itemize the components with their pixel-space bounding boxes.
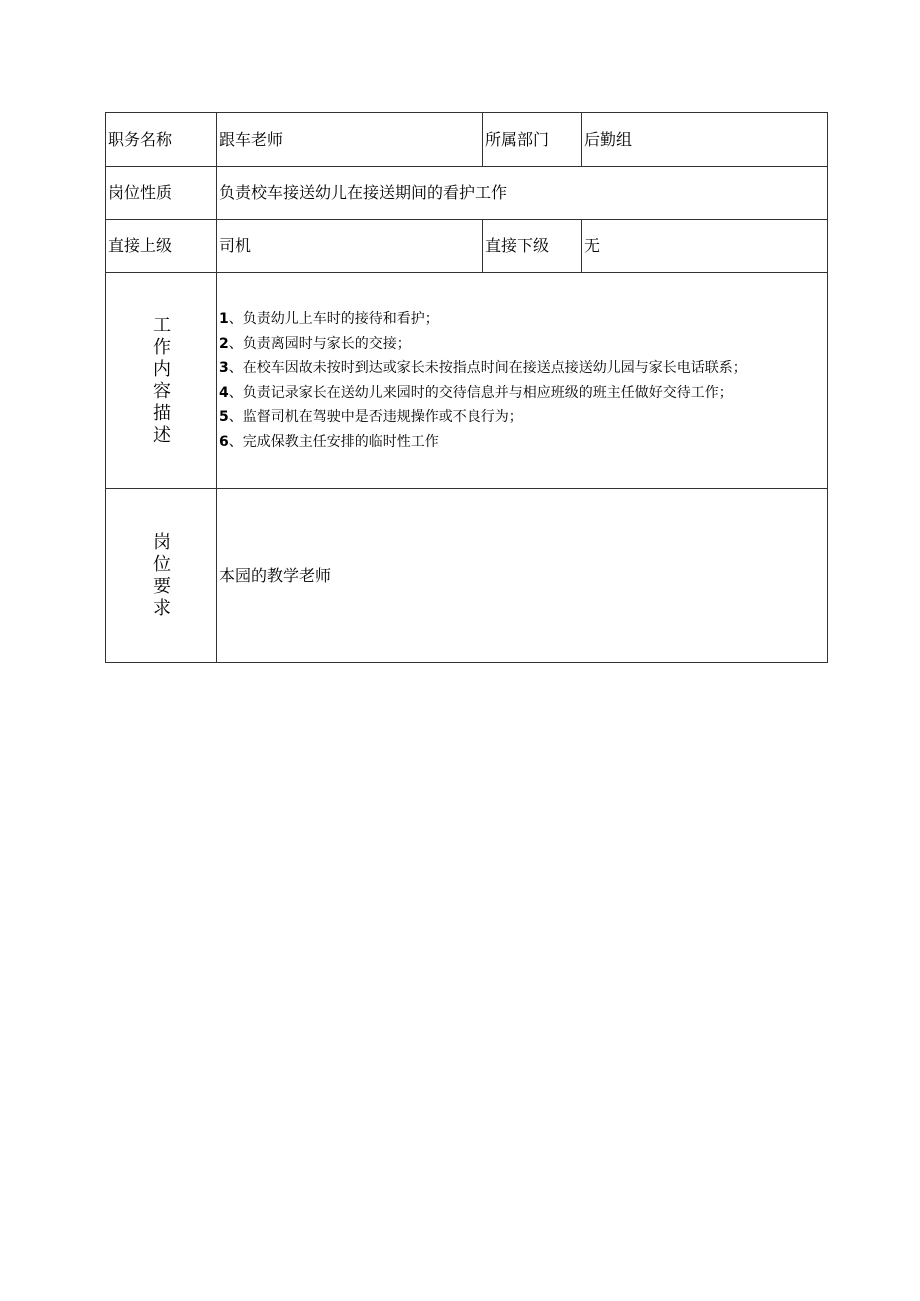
requirements-value: 本园的教学老师 [217,489,828,663]
requirements-label: 岗位要求 [153,531,171,619]
job-nature-label: 岗位性质 [106,167,217,220]
direct-subordinate-label: 直接下级 [483,220,582,273]
position-name-value: 跟车老师 [217,113,483,167]
row-duties [106,273,828,489]
job-nature-value: 负责校车接送幼儿在接送期间的看护工作 [217,167,828,220]
department-value: 后勤组 [582,113,828,167]
direct-subordinate-value: 无 [582,220,828,273]
duty-list [219,307,827,454]
row-nature [106,167,828,220]
duty-item: 3、在校车因故未按时到达或家长未按指点时间在接送点接送幼儿园与家长电话联系； [219,360,747,376]
department-label: 所属部门 [483,113,582,167]
duties-label: 工作内容描述 [153,314,171,446]
duties-label-cell [106,273,217,489]
duties-cell [217,273,828,489]
duty-item: 6、完成保教主任安排的临时性工作 [219,433,439,450]
direct-superior-value: 司机 [217,220,483,273]
position-name-label: 职务名称 [106,113,217,167]
row-reporting [106,220,828,273]
duty-item: 2、负责离园时与家长的交接； [219,335,411,352]
duty-item: 1、负责幼儿上车时的接待和看护； [219,311,439,327]
requirements-label-cell [106,489,217,663]
row-requirements [106,489,828,663]
job-description-table [105,112,828,663]
duty-item: 4、负责记录家长在送幼儿来园时的交待信息并与相应班级的班主任做好交待工作； [219,384,733,401]
direct-superior-label: 直接上级 [106,220,217,273]
duty-item: 5、监督司机在驾驶中是否违规操作或不良行为； [219,409,523,425]
row-position [106,113,828,167]
